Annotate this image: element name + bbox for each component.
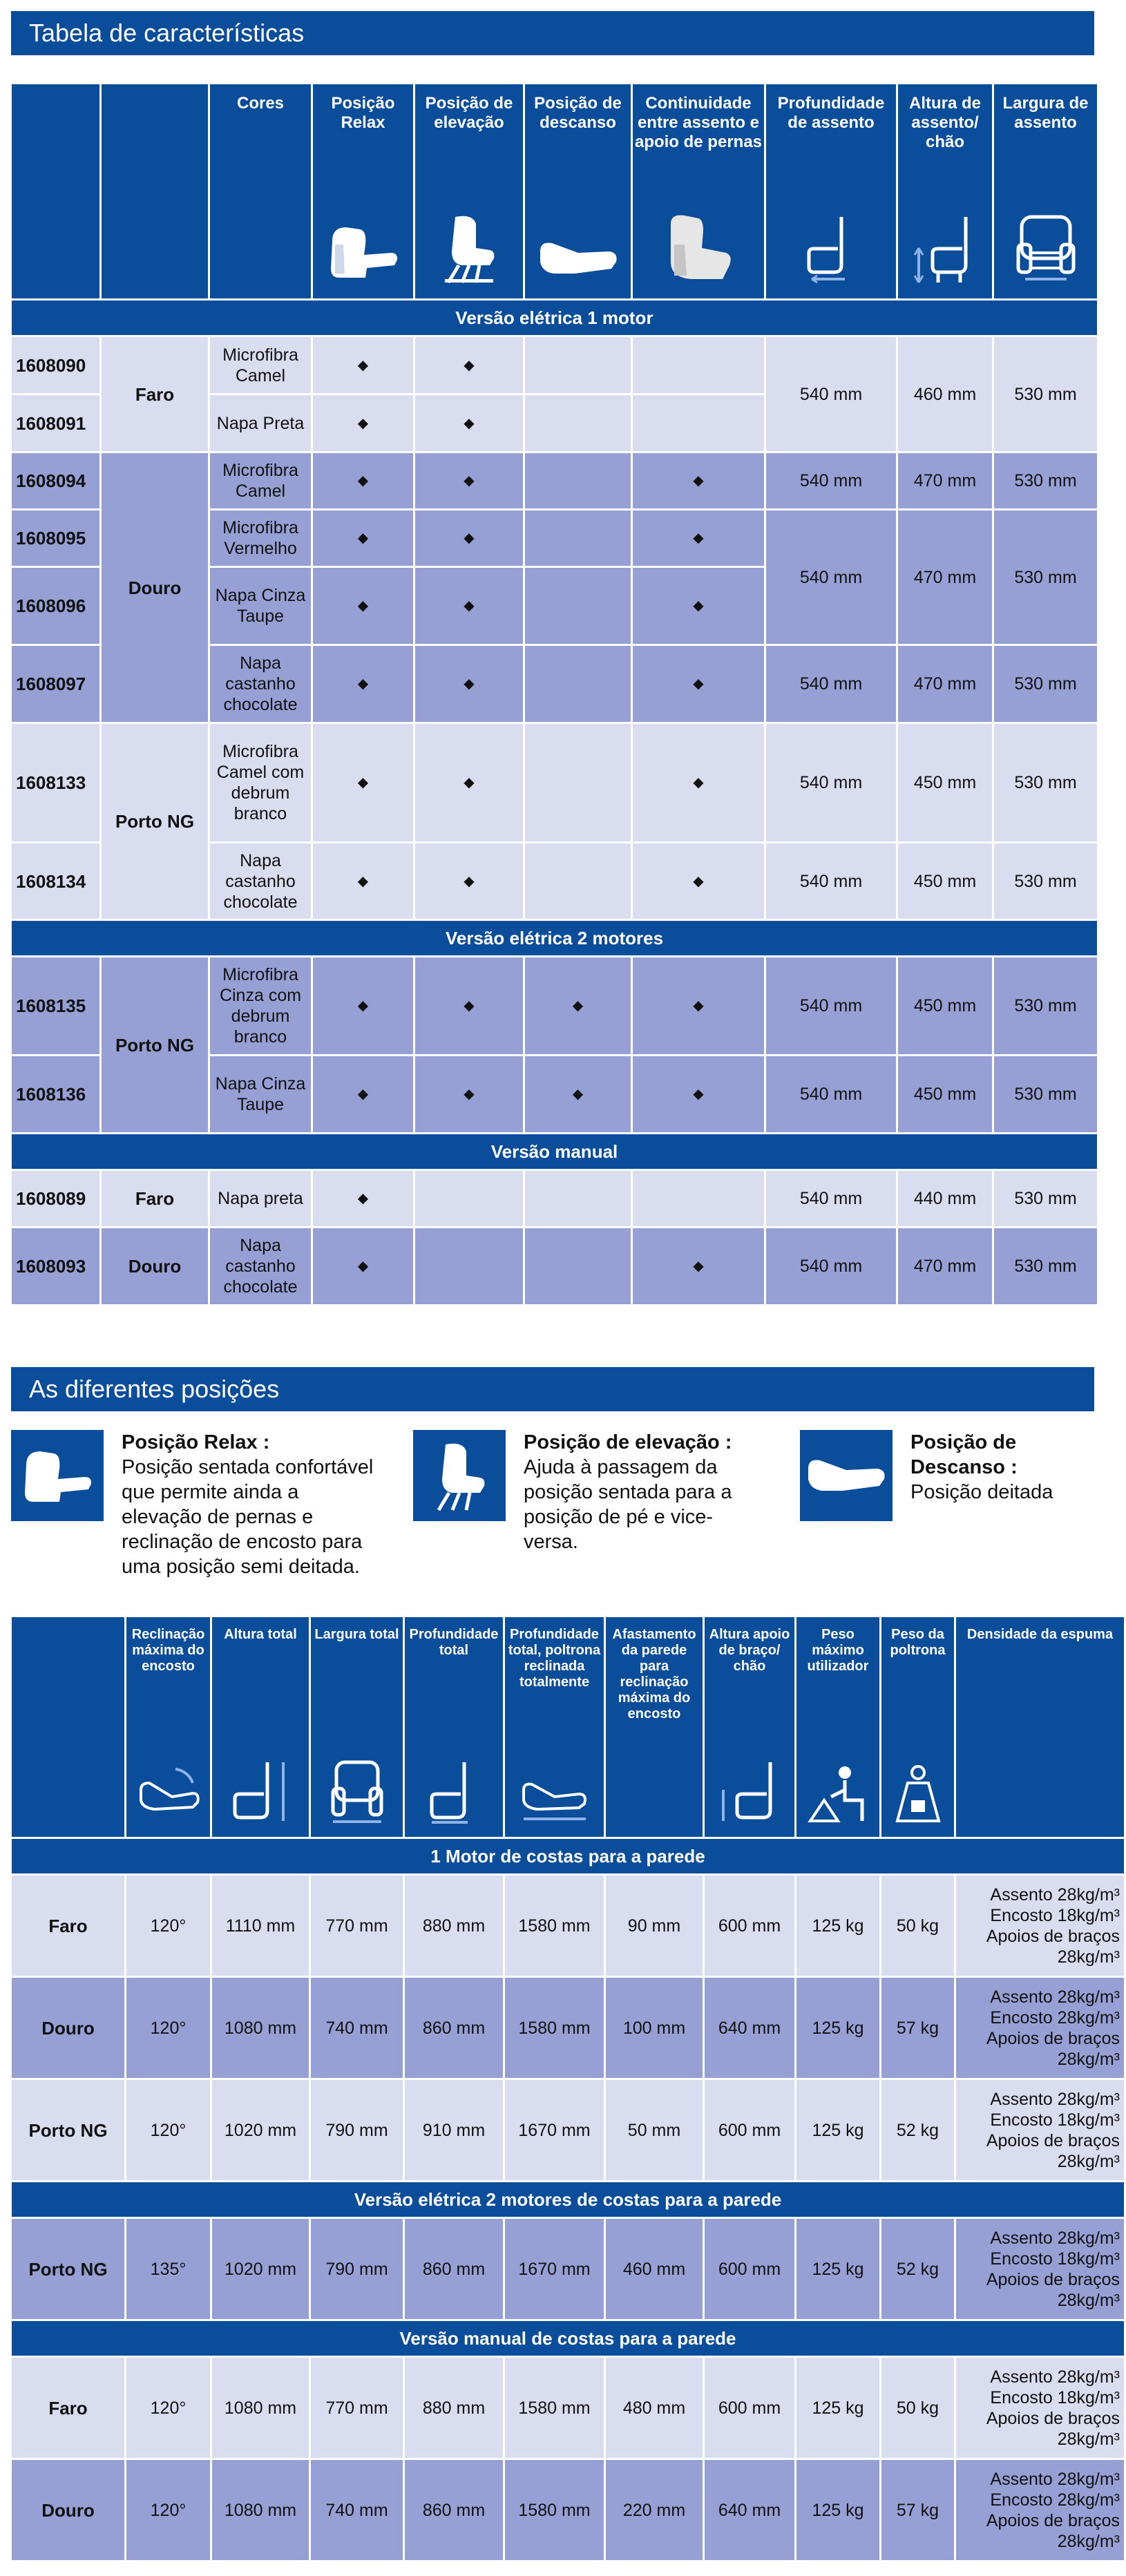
seat-height-icon [910, 210, 980, 286]
section-title-bar [11, 11, 1094, 55]
table-row: Porto NG 135° 1020 mm 790 mm 860 mm 1670 mm 460 mm 600 mm 125 kg 52 kg Assento 28kg/m³ Encosto 18kg/m³ Apoios de braços 28kg/m³ [12, 2219, 1124, 2319]
lift-chair-icon [425, 1438, 494, 1514]
dimensions-table [10, 1615, 1126, 2562]
total-width-icon [326, 1755, 388, 1824]
recline-icon [134, 1762, 203, 1824]
rest-chair-icon [805, 1448, 888, 1503]
table-row: 1608096 Napa Cinza Taupe ◆ ◆ ◆ [12, 568, 1097, 644]
position-relax [11, 1430, 384, 1579]
group-header: Versão manual [12, 1134, 1097, 1169]
table-row: Douro 120° 1080 mm 740 mm 860 mm 1580 mm 100 mm 640 mm 125 kg 57 kg Assento 28kg/m³ Encosto 28kg/m³ Apoios de braços 28kg/m³ [12, 1978, 1124, 2078]
position-desc: Ajuda à passagem da posição sentada para a posição de pé e vice-versa. [524, 1456, 732, 1553]
positions-row [0, 1430, 1105, 1596]
col-header: Altura apoio de braço/ chão [705, 1617, 794, 1837]
relax-chair-icon [19, 1441, 95, 1510]
section-title: Tabela de características [29, 19, 305, 47]
col-header: Posição de elevação [415, 84, 523, 298]
section-title-bar [11, 1367, 1094, 1411]
foam-density: Assento 28kg/m³ Encosto 18kg/m³ Apoios de braços 28kg/m³ [956, 1876, 1124, 1976]
seat-width-icon [1011, 210, 1080, 286]
foam-density: Assento 28kg/m³ Encosto 28kg/m³ Apoios de braços 28kg/m³ [956, 1978, 1124, 2078]
col-header: Cores [210, 84, 311, 298]
position-title: Posição de Descanso : [910, 1431, 1018, 1478]
armrest-height-icon [715, 1755, 784, 1824]
leg-continuity-icon [660, 210, 736, 286]
col-header: Posição de descanso [525, 84, 631, 298]
lift-chair-icon [435, 210, 504, 286]
position-rest [800, 1430, 1097, 1521]
foam-density: Assento 28kg/m³ Encosto 28kg/m³ Apoios de braços 28kg/m³ [956, 2460, 1124, 2560]
rest-chair-icon [537, 231, 620, 286]
col-header: Profundidade total, poltrona reclinada totalmente [505, 1617, 604, 1837]
group-header: 1 Motor de costas para a parede [12, 1839, 1124, 1873]
foam-density: Assento 28kg/m³ Encosto 18kg/m³ Apoios de braços 28kg/m³ [956, 2219, 1124, 2319]
position-lift [413, 1430, 758, 1554]
group-header: Versão manual de costas para a parede [12, 2321, 1124, 2356]
characteristics-table [10, 82, 1099, 1306]
table-header-row [12, 84, 1097, 298]
table-row: Porto NG 120° 1020 mm 790 mm 910 mm 1670 mm 50 mm 600 mm 125 kg 52 kg Assento 28kg/m³ Encosto 18kg/m³ Apoios de braços 28kg/m³ [12, 2080, 1124, 2180]
col-header: Altura total [212, 1617, 309, 1837]
total-height-icon [229, 1755, 292, 1824]
position-title: Posição de elevação : [524, 1431, 732, 1453]
table-row: 1608093 Douro Napa castanho chocolate ◆ ◆ 540 mm 470 mm 530 mm [12, 1228, 1097, 1304]
reclined-depth-icon [517, 1769, 593, 1824]
col-header: Altura de assento/ chão [898, 84, 992, 298]
col-header: Peso máximo utilizador [796, 1617, 879, 1837]
table-row: 1608097 Napa castanho chocolate ◆ ◆ ◆ 540 mm 470 mm 530 mm [12, 646, 1097, 722]
col-header: Continuidade entre assento e apoio de pernas [633, 84, 764, 298]
table-row: 1608090 Faro Microfibra Camel ◆ ◆ 540 mm 460 mm 530 mm [12, 337, 1097, 393]
table-row: 1608089 Faro Napa preta ◆ 540 mm 440 mm 530 mm [12, 1171, 1097, 1226]
table-row: 1608091 Napa Preta ◆ ◆ [12, 395, 1097, 451]
col-header: Posição Relax [313, 84, 413, 298]
foam-density: Assento 28kg/m³ Encosto 18kg/m³ Apoios de braços 28kg/m³ [956, 2080, 1124, 2180]
table-row: 1608136 Napa Cinza Taupe ◆ ◆ ◆ ◆ 540 mm 450 mm 530 mm [12, 1056, 1097, 1132]
col-header: Profundidade total [405, 1617, 503, 1837]
table-row: 1608095 Microfibra Vermelho ◆ ◆ ◆ 540 mm 470 mm 530 mm [12, 511, 1097, 566]
position-desc: Posição sentada confortável que permite ainda a elevação de pernas e reclinação de encosto para uma posição semi deitada. [122, 1456, 374, 1578]
position-title: Posição Relax : [122, 1431, 270, 1453]
group-header: Versão elétrica 2 motores [12, 921, 1097, 955]
total-depth-icon [426, 1755, 481, 1824]
col-header: Afastamento da parede para reclinação máxima do encosto [606, 1617, 703, 1837]
position-desc: Posição deitada [910, 1481, 1053, 1503]
col-header: Largura total [311, 1617, 403, 1837]
col-header: Densidade da espuma [956, 1617, 1124, 1837]
section-title: As diferentes posições [29, 1375, 280, 1403]
table-row: 1608135 Porto NG Microfibra Cinza com debrum branco ◆ ◆ ◆ ◆ 540 mm 450 mm 530 mm [12, 957, 1097, 1054]
table-row: Faro 120° 1080 mm 770 mm 880 mm 1580 mm 480 mm 600 mm 125 kg 50 kg Assento 28kg/m³ Encosto 18kg/m³ Apoios de braços 28kg/m³ [12, 2358, 1124, 2458]
table-row: 1608134 Napa castanho chocolate ◆ ◆ ◆ 540 mm 450 mm 530 mm [12, 843, 1097, 919]
table-row: 1608094 Douro Microfibra Camel ◆ ◆ ◆ 540 mm 470 mm 530 mm [12, 453, 1097, 508]
col-header: Reclinação máxima do encosto [126, 1617, 210, 1837]
group-header: Versão elétrica 2 motores de costas para a parede [12, 2182, 1124, 2217]
table-header-row [12, 1617, 1124, 1837]
max-user-weight-icon [803, 1762, 872, 1824]
col-header: Largura de assento [994, 84, 1097, 298]
foam-density: Assento 28kg/m³ Encosto 18kg/m³ Apoios de braços 28kg/m³ [956, 2358, 1124, 2458]
relax-chair-icon [325, 217, 401, 286]
chair-weight-icon [890, 1762, 946, 1824]
col-header: Profundidade de assento [766, 84, 896, 298]
table-row: Douro 120° 1080 mm 740 mm 860 mm 1580 mm 220 mm 640 mm 125 kg 57 kg Assento 28kg/m³ Encosto 28kg/m³ Apoios de braços 28kg/m³ [12, 2460, 1124, 2560]
table-row: 1608133 Porto NG Microfibra Camel com debrum branco ◆ ◆ ◆ 540 mm 450 mm 530 mm [12, 724, 1097, 841]
col-header: Peso da poltrona [881, 1617, 954, 1837]
table-row: Faro 120° 1110 mm 770 mm 880 mm 1580 mm 90 mm 600 mm 125 kg 50 kg Assento 28kg/m³ Encosto 18kg/m³ Apoios de braços 28kg/m³ [12, 1876, 1124, 1976]
seat-depth-icon [803, 210, 859, 286]
group-header: Versão elétrica 1 motor [12, 300, 1097, 335]
